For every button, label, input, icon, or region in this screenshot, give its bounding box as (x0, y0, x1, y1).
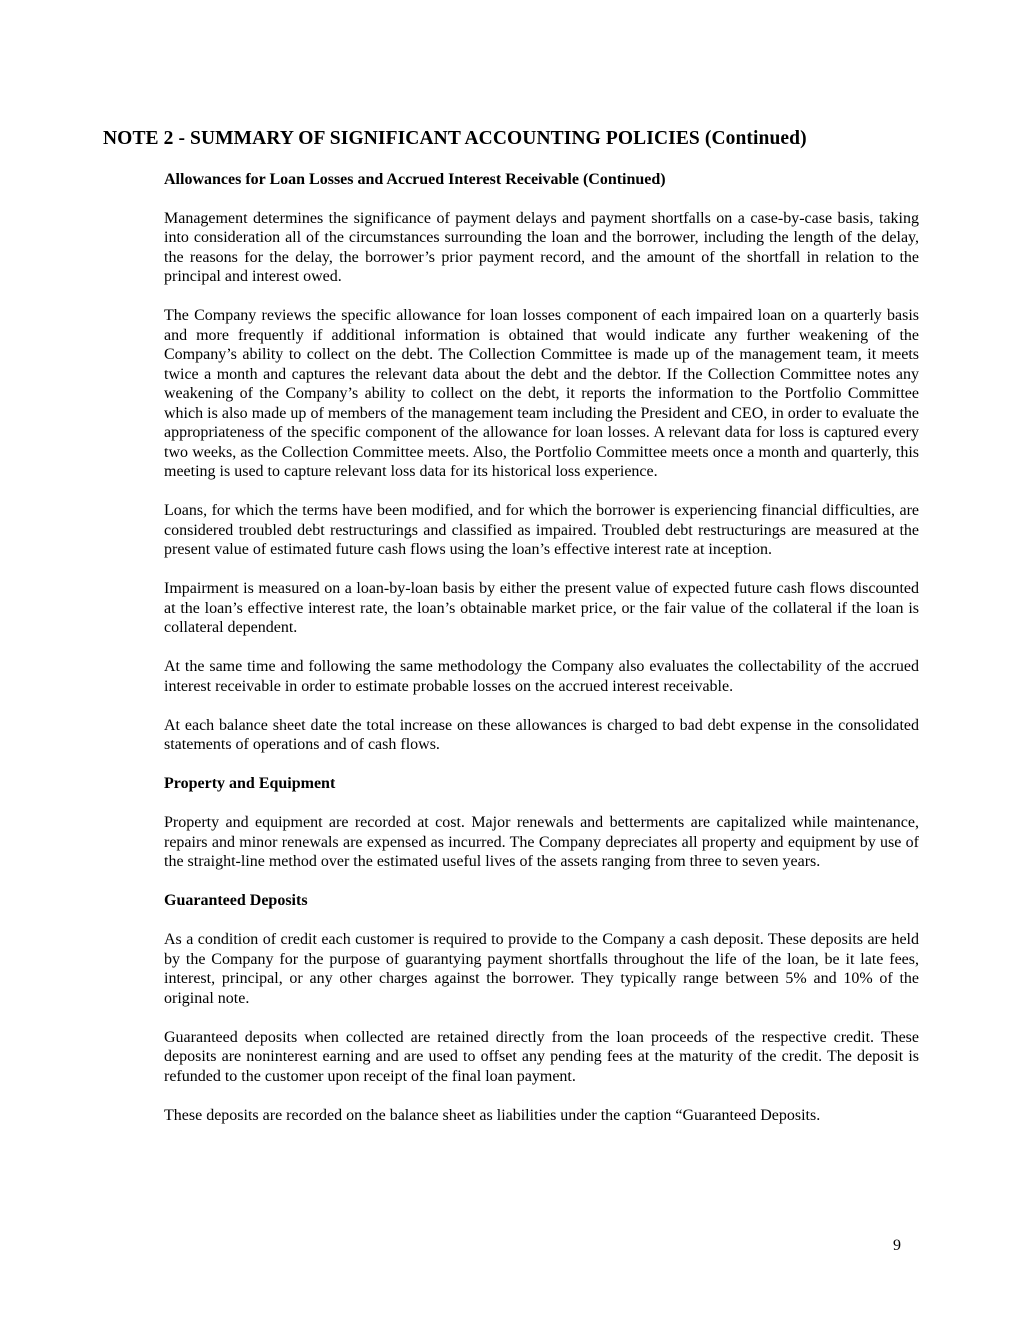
paragraph-management-determines: Management determines the significance of payment delays and payment shortfalls on a case-by-case basis, taking into consideration all of the circumstances surrounding the loan and the borrower, including the length of the delay, the reasons for the delay, the borrower’s prior payment record, and the amount of the shortfall in relation to the principal and interest owed. (164, 209, 919, 285)
paragraph-deposits-recorded-as-liabilities: These deposits are recorded on the balance sheet as liabilities under the caption “Guaranteed Deposits. (164, 1106, 821, 1124)
note-title: NOTE 2 - SUMMARY OF SIGNIFICANT ACCOUNTING POLICIES (Continued) (103, 128, 807, 149)
document-body (164, 170, 919, 1126)
paragraph-condition-of-credit-cash-deposit: As a condition of credit each customer is required to provide to the Company a cash deposit. These deposits are held by the Company for the purpose of guarantying payment shortfalls throughout the life of the loan, be it late fees, interest, principal, or any other charges against the borrower. They typically range between 5% and 10% of the original note. (164, 931, 919, 1007)
paragraph-impairment-measured: Impairment is measured on a loan-by-loan basis by either the present value of expected future cash flows discounted at the loan’s effective interest rate, the loan’s obtainable market price, or the fair value of the collateral if the loan is collateral dependent. (164, 580, 919, 636)
paragraph-guaranteed-deposits-collected: Guaranteed deposits when collected are retained directly from the loan proceeds of the respective credit. These deposits are noninterest earning and are used to offset any pending fees at the maturity of the credit. The deposit is refunded to the customer upon receipt of the final loan payment. (164, 1028, 919, 1085)
heading-property-and-equipment: Property and Equipment (164, 775, 336, 792)
heading-allowances-loan-losses-continued: Allowances for Loan Losses and Accrued Interest Receivable (Continued) (164, 170, 666, 188)
paragraph-company-reviews-specific-allowance: The Company reviews the specific allowance for loan losses component of each impaired loan on a quarterly basis and more frequently if additional information is obtained that would indicate any further weakening of the Company’s ability to collect on the debt. The Collection Committee is made up of the management team, it meets twice a month and captures the relevant data about the debt and the debtor. If the Collection Committee notes any weakening of the Company’s ability to collect on the debt, it reports the information to the Portfolio Committee which is also made up of members of the management team including the President and CEO, in order to evaluate the appropriateness of the specific component of the allowance for loan losses. A relevant data for loss is captured every two weeks, as the Collection Committee meets. Also, the Portfolio Committee meets once a month and quarterly, this meeting is used to capture relevant loss data for its historical loss experience. (164, 307, 919, 480)
page-number: 9 (893, 1237, 901, 1254)
paragraph-balance-sheet-date-allowances: At each balance sheet date the total increase on these allowances is charged to bad debt expense in the consolidated statements of operations and of cash flows. (164, 716, 919, 753)
paragraph-property-equipment-recorded-at-cost: Property and equipment are recorded at cost. Major renewals and betterments are capitalized while maintenance, repairs and minor renewals are expensed as incurred. The Company depreciates all property and equipment by use of the straight-line method over the estimated useful lives of the assets ranging from three to seven years. (164, 814, 919, 870)
paragraph-loans-terms-modified: Loans, for which the terms have been modified, and for which the borrower is experiencing financial difficulties, are considered troubled debt restructurings and classified as impaired. Troubled debt restructurings are measured at the present value of estimated future cash flows using the loan’s effective interest rate at inception. (164, 502, 919, 558)
paragraph-same-methodology-collectability: At the same time and following the same methodology the Company also evaluates the collectability of the accrued interest receivable in order to estimate probable losses on the accrued interest receivable. (164, 658, 919, 695)
heading-guaranteed-deposits: Guaranteed Deposits (164, 892, 308, 909)
